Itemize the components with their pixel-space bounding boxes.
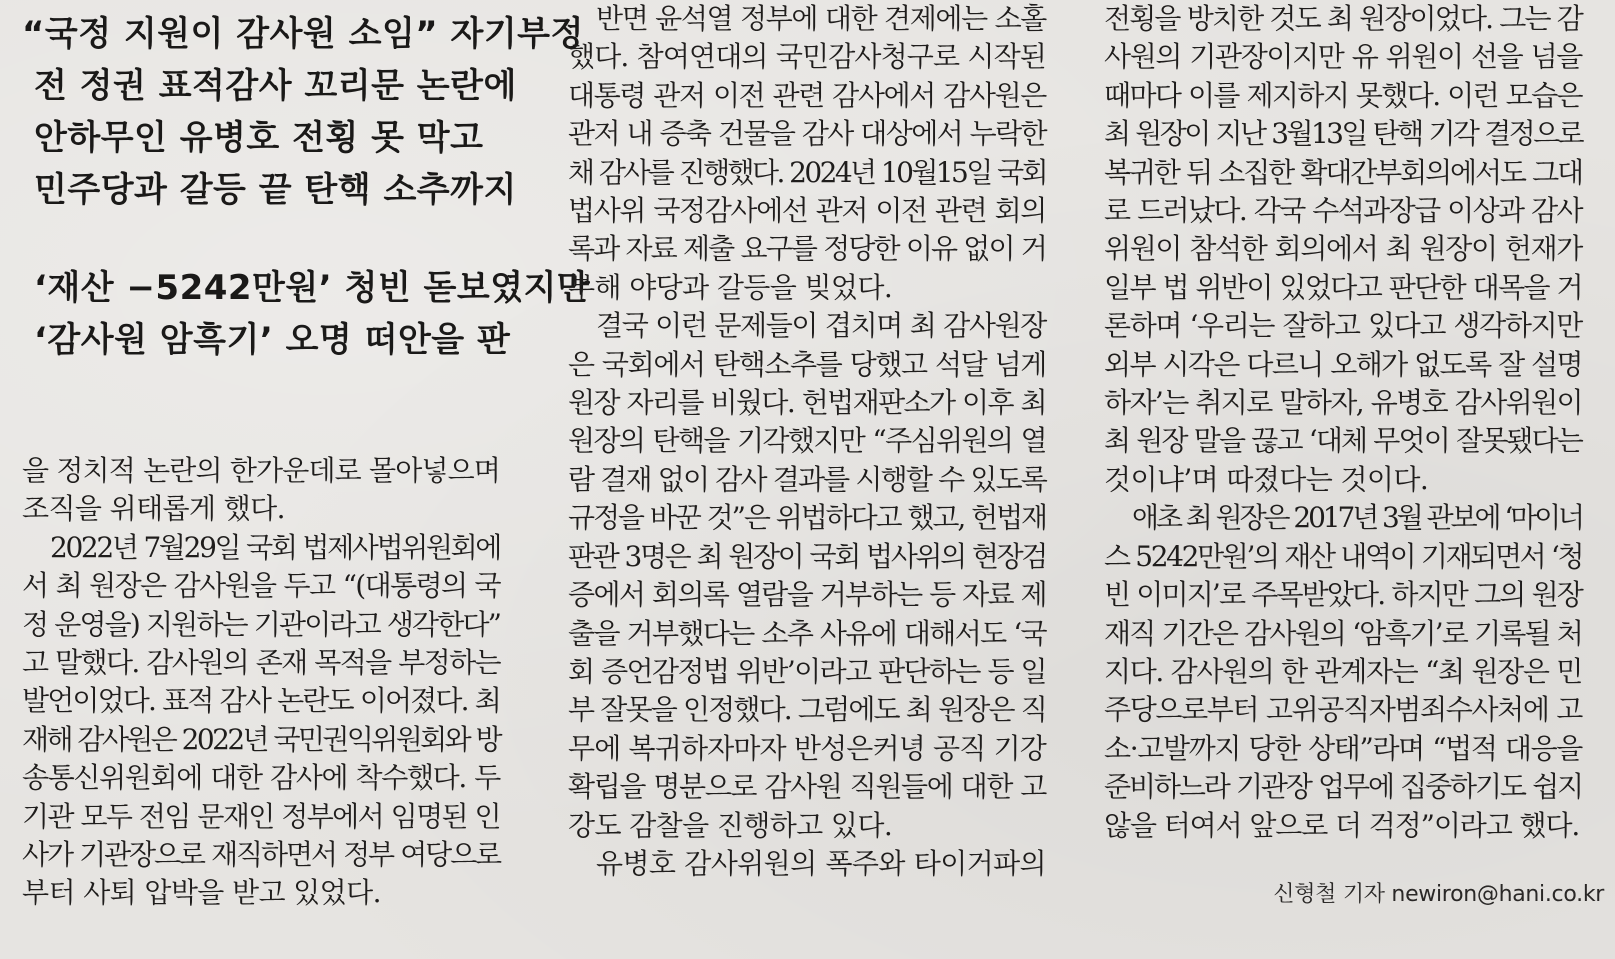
text-line: 을 정치적 논란의 한가운데로 몰아넣으며 [22, 454, 500, 487]
main-headline [22, 8, 584, 216]
text-line: 유병호 감사위원의 폭주와 타이거파의 [596, 846, 1046, 880]
text-line: 일부 법 위반이 있었다고 판단한 대목을 거 [1104, 270, 1582, 304]
text-line: 조직을 위태롭게 했다. [22, 492, 285, 526]
text-line: 최 원장이 지난 3월13일 탄핵 기각 결정으로 [1104, 117, 1582, 151]
text-line: 사원의 기관장이지만 유 위원이 선을 넘을 [1104, 40, 1582, 74]
text-line: 기관 모두 전임 문재인 정부에서 임명된 인 [22, 799, 500, 833]
text-line: 소·고발까지 당한 상태”라며 “법적 대응을 [1104, 731, 1582, 765]
text-line: 부터 사퇴 압박을 받고 있었다. [22, 876, 381, 910]
headline-line: 전 정권 표적감사 꼬리문 논란에 [34, 66, 517, 106]
text-line: 했다. 참여연대의 국민감사청구로 시작된 [568, 40, 1046, 74]
text-line: 로 드러났다. 각국 수석과장급 이상과 감사 [1104, 194, 1582, 228]
text-line: 서 최 원장은 감사원을 두고 “(대통령의 국 [22, 569, 500, 603]
text-line: 관저 내 증축 건물을 감사 대상에서 누락한 [568, 117, 1046, 151]
text-line: 론하며 ‘우리는 잘하고 있다고 생각하지만 [1104, 309, 1582, 343]
text-line: 법사위 국정감사에선 관저 이전 관련 회의 [568, 194, 1046, 228]
sub-headline [22, 262, 590, 366]
text-line: 사가 기관장으로 재직하면서 정부 여당으로 [22, 838, 500, 872]
text-line: 외부 시각은 다르니 오해가 없도록 잘 설명 [1104, 347, 1582, 381]
text-line: 복귀한 뒤 소집한 확대간부회의에서도 그대 [1104, 155, 1582, 189]
text-line: 지다. 감사원의 한 관계자는 “최 원장은 민 [1104, 654, 1582, 688]
text-line: 부해 야당과 갈등을 빚었다. [568, 270, 893, 304]
headline-line: 안하무인 유병호 전횡 못 막고 [34, 118, 484, 158]
text-line: 고 말했다. 감사원의 존재 목적을 부정하는 [22, 646, 500, 680]
text-line: 스 5242만원’의 재산 내역이 기재되면서 ‘청 [1104, 539, 1583, 573]
text-line: 것이냐’며 따졌다는 것이다. [1104, 462, 1429, 496]
text-line: 않을 터여서 앞으로 더 걱정”이라고 했다. [1104, 808, 1580, 842]
article-body-left [22, 452, 500, 913]
text-line: 반면 윤석열 정부에 대한 견제에는 소홀 [596, 2, 1046, 35]
text-line: 채 감사를 진행했다. 2024년 10월15일 국회 [568, 155, 1046, 189]
text-line: 록과 자료 제출 요구를 정당한 이유 없이 거 [568, 232, 1046, 266]
byline: 신형철 기자 newiron@hani.co.kr [1273, 882, 1604, 907]
text-line: 재직 기간은 감사원의 ‘암흑기’로 기록될 처 [1104, 616, 1582, 650]
text-line: 위원이 참석한 회의에서 최 원장이 헌재가 [1104, 232, 1582, 266]
text-line: 확립을 명분으로 감사원 직원들에 대한 고 [568, 770, 1046, 804]
text-line: 발언이었다. 표적 감사 논란도 이어졌다. 최 [22, 684, 500, 718]
text-line: 빈 이미지’로 주목받았다. 하지만 그의 원장 [1104, 578, 1582, 612]
text-line: 판관 3명은 최 원장이 국회 법사위의 현장검 [568, 539, 1046, 573]
text-line: 하자’는 취지로 말하자, 유병호 감사위원이 [1104, 386, 1582, 420]
text-line: 무에 복귀하자마자 반성은커녕 공직 기강 [568, 731, 1046, 765]
text-line: 출을 거부했다는 소추 사유에 대해서도 ‘국 [568, 616, 1046, 650]
text-line: 송통신위원회에 대한 감사에 착수했다. 두 [22, 761, 500, 795]
text-line: 은 국회에서 탄핵소추를 당했고 석달 넘게 [568, 347, 1046, 381]
text-line: 부 잘못을 인정했다. 그럼에도 최 원장은 직 [568, 693, 1046, 727]
text-line: 원장의 탄핵을 기각했지만 “주심위원의 열 [568, 424, 1046, 458]
text-line: 결국 이런 문제들이 겹치며 최 감사원장 [596, 309, 1046, 343]
subheadline-line: ‘감사원 암흑기’ 오명 떠안을 판 [34, 320, 511, 360]
text-line: 강도 감찰을 진행하고 있다. [568, 808, 893, 842]
text-line: 람 결재 없이 감사 결과를 시행할 수 있도록 [568, 462, 1046, 496]
text-line: 전횡을 방치한 것도 최 원장이었다. 그는 감 [1104, 2, 1582, 35]
headline-line: 민주당과 갈등 끝 탄핵 소추까지 [34, 170, 517, 210]
subheadline-line: ‘재산 −5242만원’ 청빈 돋보였지만 [34, 268, 591, 308]
text-line: 대통령 관저 이전 관련 감사에서 감사원은 [568, 78, 1046, 112]
text-line: 준비하느라 기관장 업무에 집중하기도 쉽지 [1104, 770, 1582, 804]
article-body-middle [568, 0, 1046, 883]
text-line: 주당으로부터 고위공직자범죄수사처에 고 [1104, 693, 1582, 727]
headline-line: “국정 지원이 감사원 소임” 자기부정 [22, 14, 584, 54]
text-line: 회 증언감정법 위반’이라고 판단하는 등 일 [568, 654, 1046, 688]
text-line: 재해 감사원은 2022년 국민권익위원회와 방 [22, 722, 500, 756]
text-line: 규정을 바꾼 것”은 위법하다고 했고, 헌법재 [568, 501, 1046, 535]
text-line: 정 운영을) 지원하는 기관이라고 생각한다” [22, 607, 501, 641]
text-line: 원장 자리를 비웠다. 헌법재판소가 이후 최 [568, 386, 1046, 420]
text-line: 애초 최 원장은 2017년 3월 관보에 ‘마이너 [1132, 501, 1582, 535]
text-line: 증에서 회의록 열람을 거부하는 등 자료 제 [568, 578, 1046, 612]
article-body-right [1104, 0, 1582, 845]
text-line: 최 원장 말을 끊고 ‘대체 무엇이 잘못됐다는 [1104, 424, 1582, 458]
text-line: 2022년 7월29일 국회 법제사법위원회에 [50, 530, 500, 564]
text-line: 때마다 이를 제지하지 못했다. 이런 모습은 [1104, 78, 1582, 112]
